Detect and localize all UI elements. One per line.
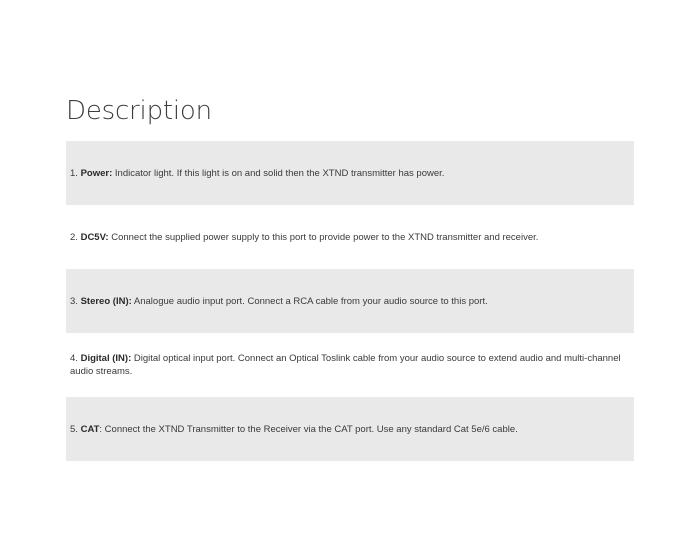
item-term: Stereo (IN):: [80, 295, 132, 307]
description-text: [70, 295, 488, 308]
item-description: Connect the supplied power supply to this port to provide power to the XTND transmitter and receiver.: [111, 231, 539, 243]
item-description: Analogue audio input port. Connect a RCA cable from your audio source to this port.: [133, 295, 488, 307]
item-number: 3.: [70, 295, 78, 307]
page-title: Description: [66, 96, 212, 126]
description-row-stereo-in: [66, 269, 634, 333]
description-text: [70, 352, 626, 378]
item-description: Indicator light. If this light is on and solid then the XTND transmitter has power.: [114, 167, 445, 179]
description-row-power: [66, 141, 634, 205]
description-text: [70, 231, 538, 244]
description-text: [70, 423, 518, 436]
description-row-digital-in: [66, 333, 634, 397]
item-term: CAT: [80, 423, 100, 435]
item-number: 5.: [70, 423, 78, 435]
item-number: 1.: [70, 167, 78, 179]
item-term: DC5V:: [80, 231, 109, 243]
item-term: Digital (IN):: [80, 353, 132, 364]
item-term: Power:: [80, 167, 113, 179]
description-row-dc5v: [66, 205, 634, 269]
description-text: [70, 167, 444, 180]
item-number: 4.: [70, 353, 78, 364]
description-table: [66, 141, 634, 461]
item-description: : Connect the XTND Transmitter to the Receiver via the CAT port. Use any standard Cat 5e/6 cable.: [99, 423, 518, 435]
item-number: 2.: [70, 231, 78, 243]
description-row-cat: [66, 397, 634, 461]
item-description: Digital optical input port. Connect an Optical Toslink cable from your audio source to extend audio and multi-channel audio streams.: [70, 353, 621, 377]
